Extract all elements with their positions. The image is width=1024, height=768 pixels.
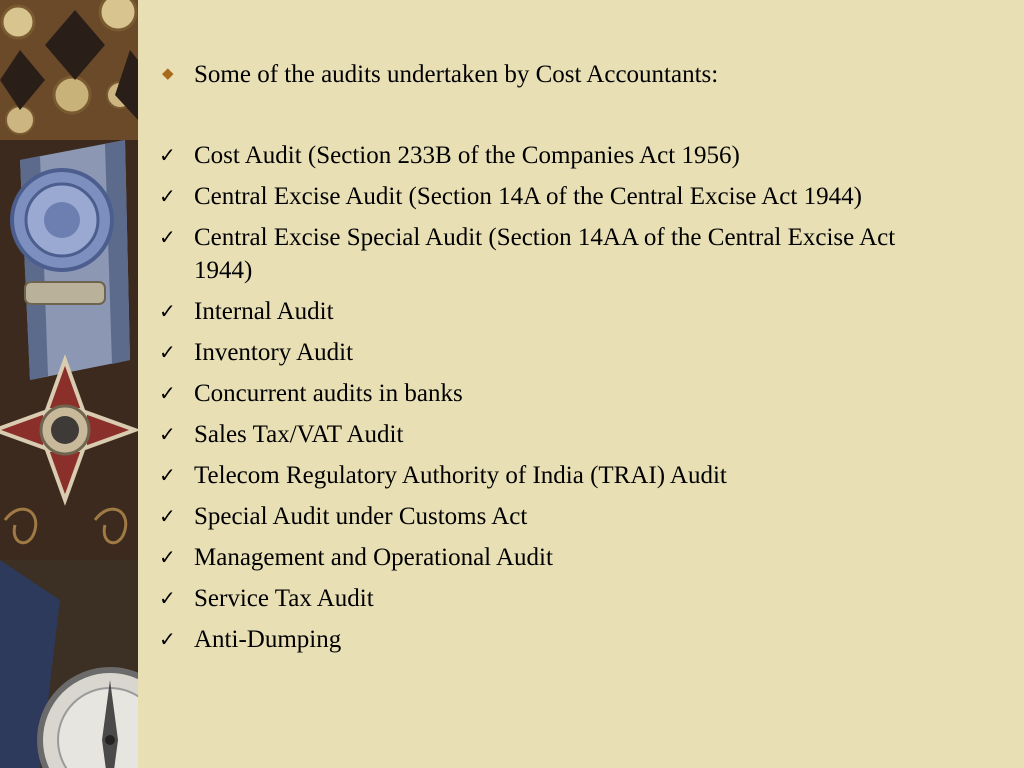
list-item-text: Concurrent audits in banks [194, 380, 463, 407]
intro-text: Some of the audits undertaken by Cost Accountants: [194, 61, 719, 88]
list-item-text: Anti-Dumping [194, 626, 342, 653]
checkmark-icon: ✓ [159, 381, 176, 405]
list-item [155, 180, 915, 213]
list-item [155, 623, 915, 656]
checkmark-icon: ✓ [159, 422, 176, 446]
checkmark-icon: ✓ [159, 184, 176, 208]
list-item-text: Service Tax Audit [194, 585, 374, 612]
list-item-text: Sales Tax/VAT Audit [194, 421, 404, 448]
list-item [155, 582, 915, 615]
list-item-text: Central Excise Audit (Section 14A of the Central Excise Act 1944) [194, 183, 862, 210]
checkmark-icon: ✓ [159, 463, 176, 487]
list-item [155, 139, 915, 172]
list-item [155, 459, 915, 492]
list-item [155, 500, 915, 533]
diamond-icon: ◆ [162, 66, 174, 82]
list-item [155, 336, 915, 369]
list-item-text: Telecom Regulatory Authority of India (TRAI) Audit [194, 462, 727, 489]
list-item-text: Special Audit under Customs Act [194, 503, 528, 530]
list-item-text: Inventory Audit [194, 339, 354, 366]
slide-content [155, 58, 915, 664]
checkmark-icon: ✓ [159, 504, 176, 528]
list-item [155, 418, 915, 451]
intro-line [155, 58, 915, 91]
checkmark-icon: ✓ [159, 225, 176, 249]
list-item-text: Internal Audit [194, 298, 334, 325]
list-item-text: Central Excise Special Audit (Section 14AA of the Central Excise Act 1944) [194, 224, 896, 284]
checkmark-icon: ✓ [159, 299, 176, 323]
checkmark-icon: ✓ [159, 586, 176, 610]
audit-list [155, 139, 915, 656]
list-item [155, 377, 915, 410]
checkmark-icon: ✓ [159, 340, 176, 364]
list-item [155, 221, 915, 287]
list-item-text: Management and Operational Audit [194, 544, 553, 571]
list-item [155, 541, 915, 574]
checkmark-icon: ✓ [159, 627, 176, 651]
list-item-text: Cost Audit (Section 233B of the Companies Act 1956) [194, 142, 740, 169]
checkmark-icon: ✓ [159, 545, 176, 569]
checkmark-icon: ✓ [159, 143, 176, 167]
list-item [155, 295, 915, 328]
decorative-sidebar [0, 0, 138, 768]
